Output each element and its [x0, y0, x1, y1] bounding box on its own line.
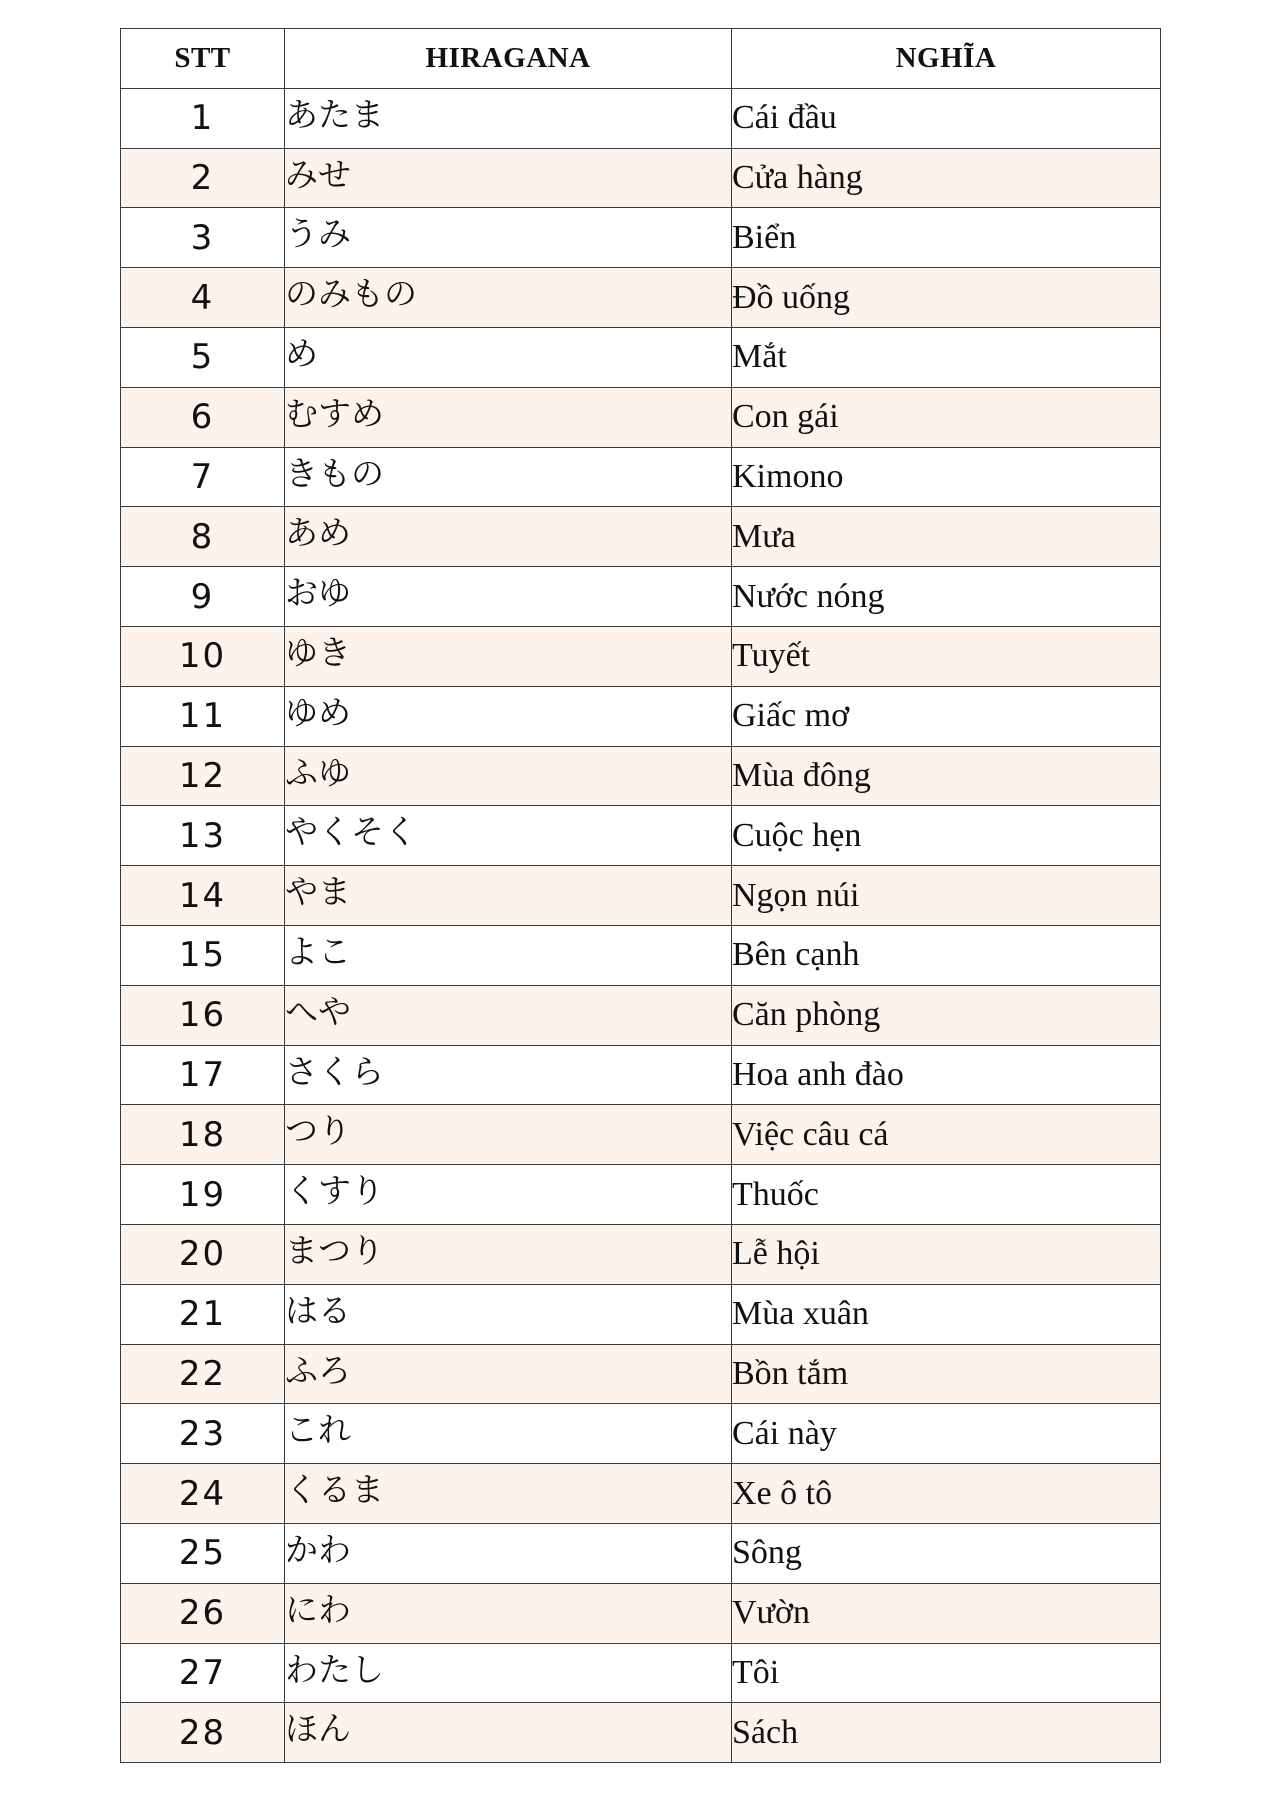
hiragana-word: め [285, 327, 732, 387]
meaning-text: Hoa anh đào [732, 1045, 1161, 1105]
hiragana-word: ふろ [285, 1344, 732, 1404]
meaning-text: Mắt [732, 327, 1161, 387]
row-number: 23 [121, 1404, 285, 1464]
header-hiragana: HIRAGANA [285, 29, 732, 89]
hiragana-word: わたし [285, 1643, 732, 1703]
header-meaning: NGHĨA [732, 29, 1161, 89]
hiragana-word: みせ [285, 148, 732, 208]
meaning-text: Con gái [732, 387, 1161, 447]
hiragana-word: むすめ [285, 387, 732, 447]
hiragana-word: のみもの [285, 268, 732, 328]
hiragana-word: へや [285, 985, 732, 1045]
meaning-text: Lễ hội [732, 1224, 1161, 1284]
table-row [121, 985, 1161, 1045]
table-row [121, 1523, 1161, 1583]
header-stt: STT [121, 29, 285, 89]
row-number: 1 [121, 88, 285, 148]
hiragana-word: ゆき [285, 626, 732, 686]
hiragana-word: かわ [285, 1523, 732, 1583]
hiragana-word: はる [285, 1284, 732, 1344]
row-number: 4 [121, 268, 285, 328]
hiragana-word: つり [285, 1105, 732, 1165]
meaning-text: Sách [732, 1703, 1161, 1763]
hiragana-word: やま [285, 866, 732, 926]
table-row [121, 626, 1161, 686]
hiragana-word: にわ [285, 1583, 732, 1643]
table-row [121, 1045, 1161, 1105]
hiragana-word: ふゆ [285, 746, 732, 806]
row-number: 17 [121, 1045, 285, 1105]
table-row [121, 1165, 1161, 1225]
row-number: 22 [121, 1344, 285, 1404]
table-row [121, 1284, 1161, 1344]
meaning-text: Thuốc [732, 1165, 1161, 1225]
row-number: 7 [121, 447, 285, 507]
meaning-text: Tôi [732, 1643, 1161, 1703]
row-number: 9 [121, 567, 285, 627]
table-row [121, 148, 1161, 208]
meaning-text: Cuộc hẹn [732, 806, 1161, 866]
meaning-text: Cái đầu [732, 88, 1161, 148]
hiragana-word: さくら [285, 1045, 732, 1105]
meaning-text: Kimono [732, 447, 1161, 507]
table-row [121, 925, 1161, 985]
meaning-text: Mưa [732, 507, 1161, 567]
row-number: 5 [121, 327, 285, 387]
table-row [121, 447, 1161, 507]
meaning-text: Giấc mơ [732, 686, 1161, 746]
table-row [121, 1404, 1161, 1464]
hiragana-word: くるま [285, 1464, 732, 1524]
meaning-text: Cửa hàng [732, 148, 1161, 208]
table-row [121, 1344, 1161, 1404]
hiragana-word: おゆ [285, 567, 732, 627]
table-row [121, 1703, 1161, 1763]
table-header [121, 29, 1161, 89]
row-number: 21 [121, 1284, 285, 1344]
hiragana-word: きもの [285, 447, 732, 507]
meaning-text: Bồn tắm [732, 1344, 1161, 1404]
table-row [121, 1643, 1161, 1703]
hiragana-word: ほん [285, 1703, 732, 1763]
row-number: 6 [121, 387, 285, 447]
meaning-text: Nước nóng [732, 567, 1161, 627]
table-row [121, 1224, 1161, 1284]
meaning-text: Căn phòng [732, 985, 1161, 1045]
meaning-text: Đồ uống [732, 268, 1161, 328]
table-row [121, 567, 1161, 627]
hiragana-word: これ [285, 1404, 732, 1464]
table-row [121, 866, 1161, 926]
table-row [121, 1464, 1161, 1524]
hiragana-word: よこ [285, 925, 732, 985]
table-row [121, 327, 1161, 387]
hiragana-word: うみ [285, 208, 732, 268]
row-number: 2 [121, 148, 285, 208]
row-number: 26 [121, 1583, 285, 1643]
meaning-text: Biển [732, 208, 1161, 268]
meaning-text: Mùa đông [732, 746, 1161, 806]
table-row [121, 686, 1161, 746]
table-row [121, 88, 1161, 148]
hiragana-word: あめ [285, 507, 732, 567]
table-body [121, 88, 1161, 1762]
row-number: 16 [121, 985, 285, 1045]
row-number: 24 [121, 1464, 285, 1524]
meaning-text: Mùa xuân [732, 1284, 1161, 1344]
hiragana-word: ゆめ [285, 686, 732, 746]
row-number: 13 [121, 806, 285, 866]
row-number: 10 [121, 626, 285, 686]
hiragana-word: あたま [285, 88, 732, 148]
table-row [121, 746, 1161, 806]
row-number: 14 [121, 866, 285, 926]
row-number: 25 [121, 1523, 285, 1583]
row-number: 12 [121, 746, 285, 806]
row-number: 20 [121, 1224, 285, 1284]
row-number: 28 [121, 1703, 285, 1763]
table-row [121, 208, 1161, 268]
meaning-text: Bên cạnh [732, 925, 1161, 985]
table-row [121, 806, 1161, 866]
hiragana-word: まつり [285, 1224, 732, 1284]
meaning-text: Vườn [732, 1583, 1161, 1643]
row-number: 8 [121, 507, 285, 567]
row-number: 15 [121, 925, 285, 985]
table-row [121, 1105, 1161, 1165]
row-number: 11 [121, 686, 285, 746]
vocabulary-table [120, 28, 1161, 1763]
meaning-text: Sông [732, 1523, 1161, 1583]
meaning-text: Ngọn núi [732, 866, 1161, 926]
meaning-text: Cái này [732, 1404, 1161, 1464]
row-number: 19 [121, 1165, 285, 1225]
table-row [121, 387, 1161, 447]
header-row [121, 29, 1161, 89]
table-row [121, 507, 1161, 567]
hiragana-word: やくそく [285, 806, 732, 866]
meaning-text: Việc câu cá [732, 1105, 1161, 1165]
meaning-text: Xe ô tô [732, 1464, 1161, 1524]
meaning-text: Tuyết [732, 626, 1161, 686]
hiragana-word: くすり [285, 1165, 732, 1225]
row-number: 27 [121, 1643, 285, 1703]
table-row [121, 268, 1161, 328]
row-number: 3 [121, 208, 285, 268]
table-row [121, 1583, 1161, 1643]
row-number: 18 [121, 1105, 285, 1165]
